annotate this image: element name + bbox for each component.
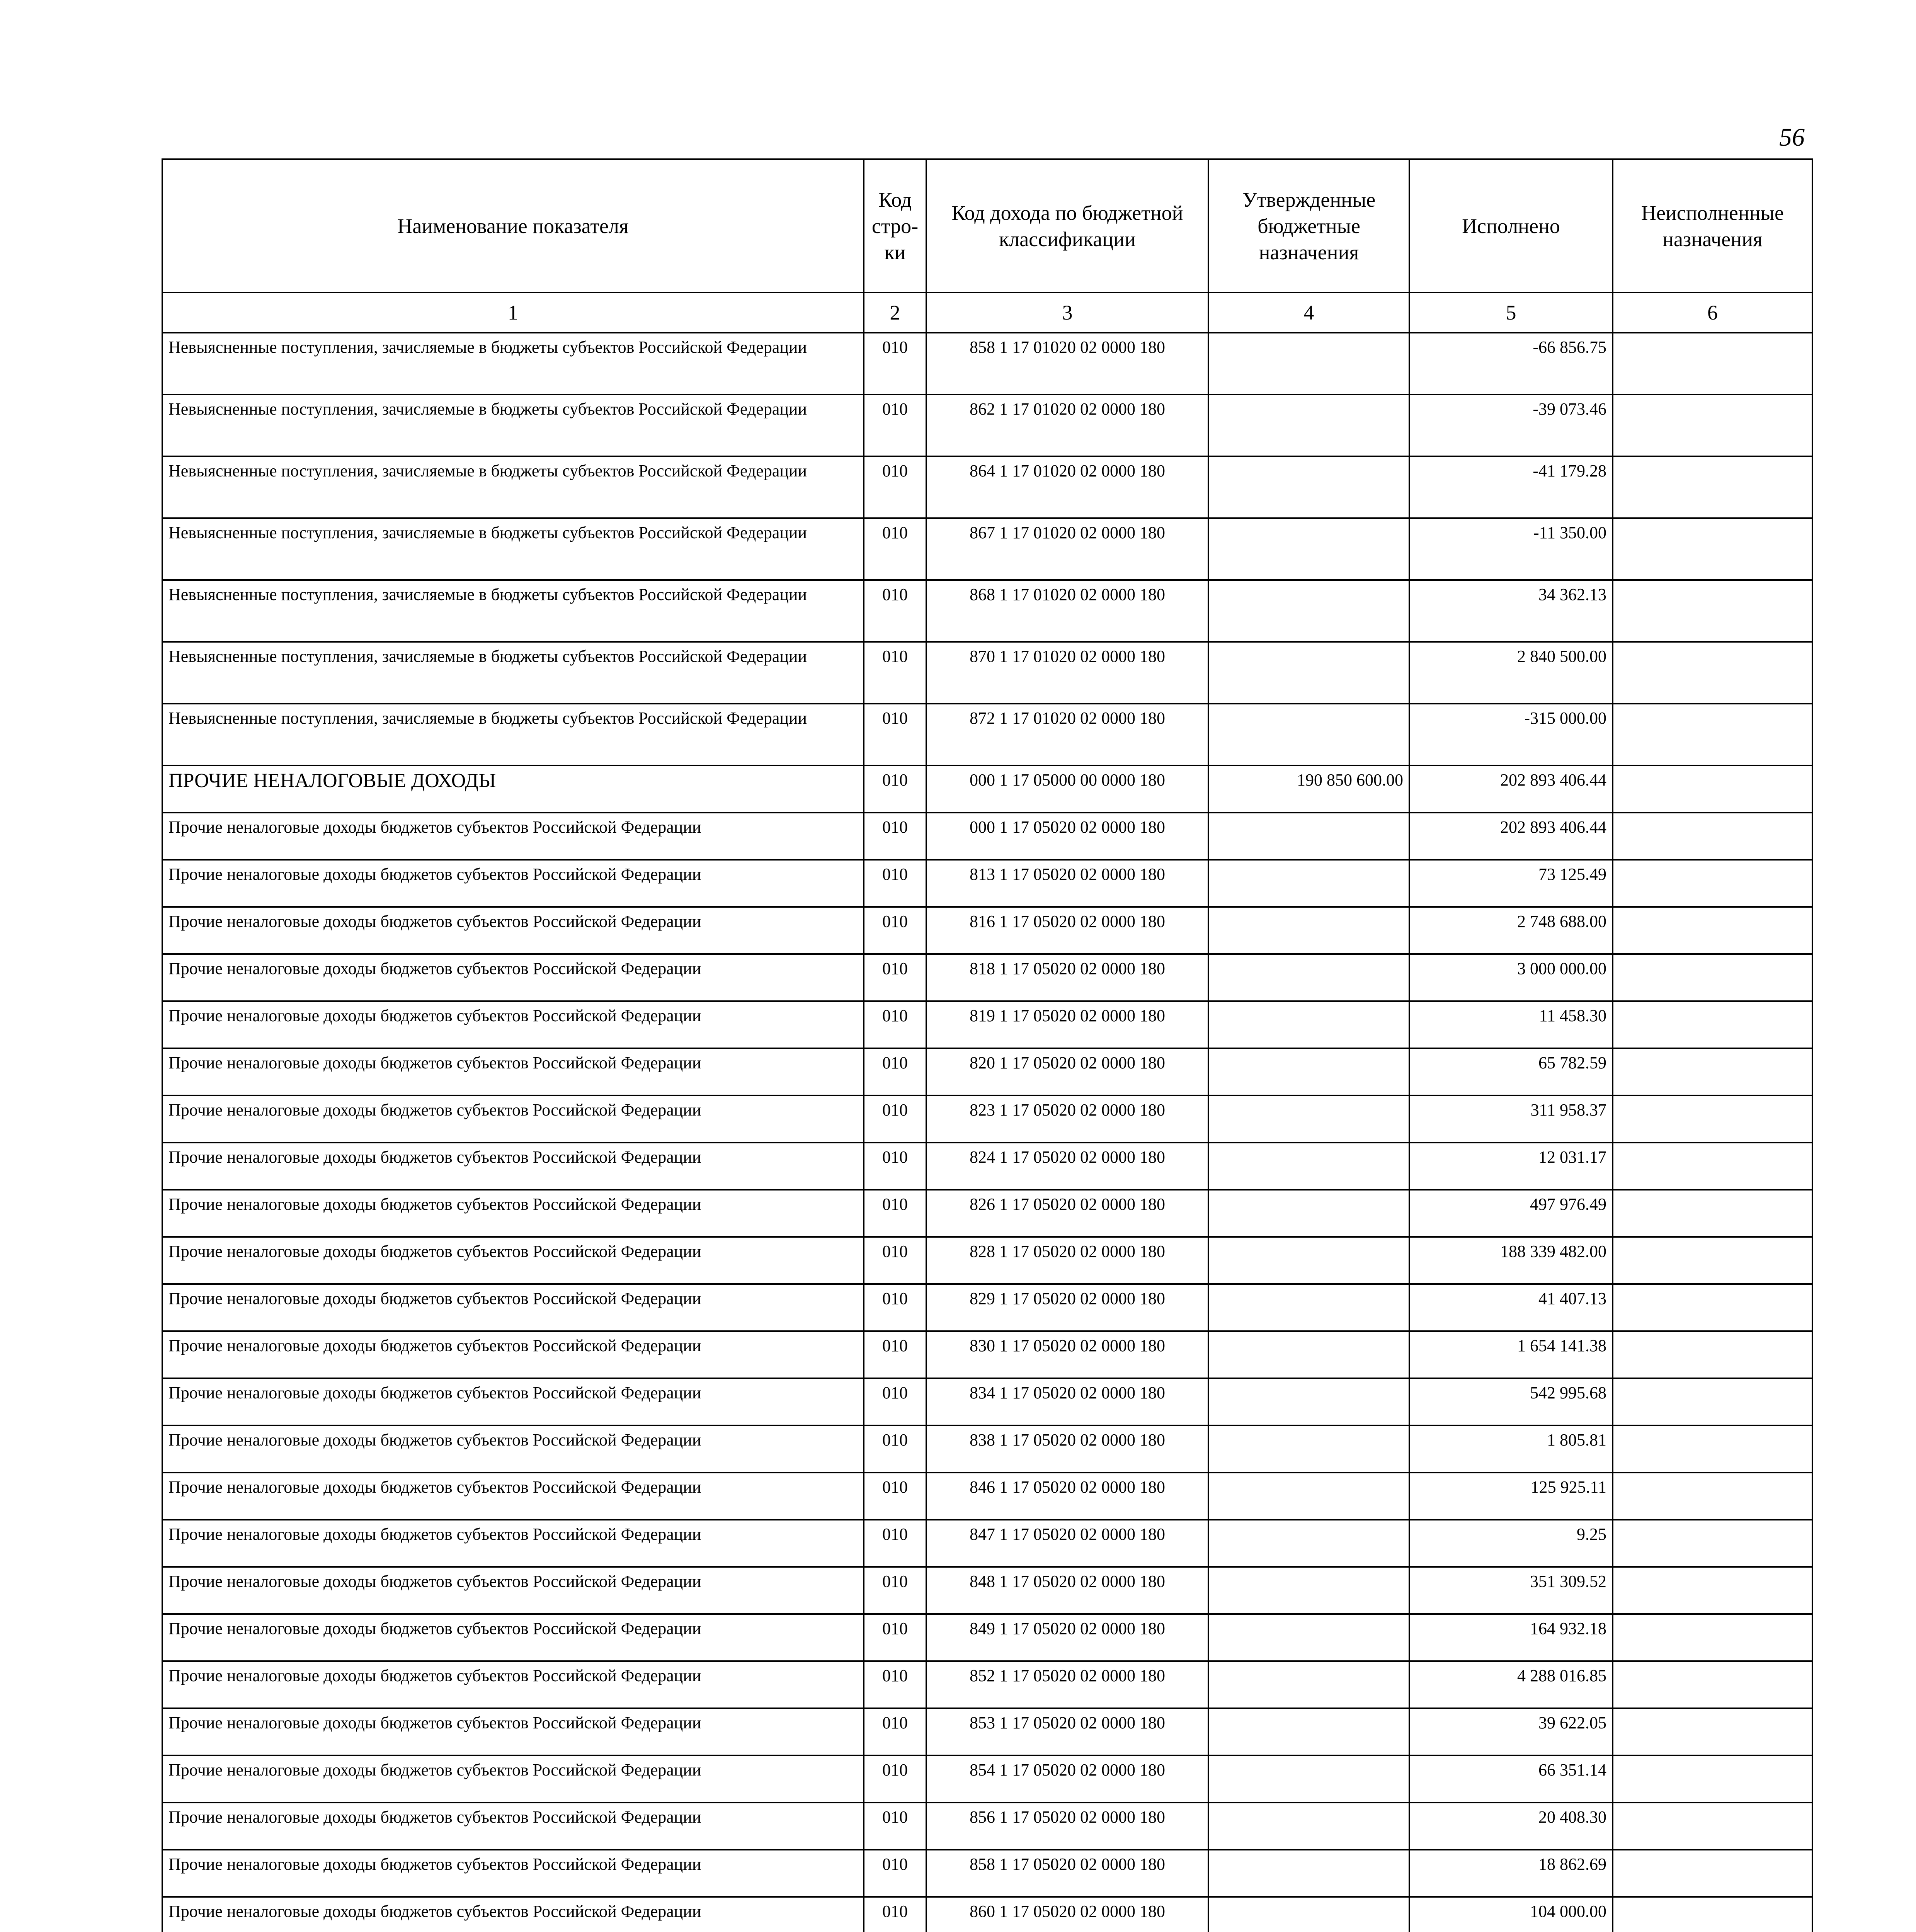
row-name: Прочие неналоговые доходы бюджетов субъектов Российской Федерации xyxy=(162,1048,864,1095)
budget-execution-table xyxy=(162,158,1813,1932)
row-executed: 125 925.11 xyxy=(1409,1473,1613,1520)
table-row xyxy=(162,1755,1812,1803)
row-unexecuted xyxy=(1613,642,1812,704)
table-row xyxy=(162,704,1812,765)
table-row xyxy=(162,456,1812,518)
row-approved xyxy=(1208,860,1409,907)
row-unexecuted xyxy=(1613,1048,1812,1095)
row-name: Прочие неналоговые доходы бюджетов субъектов Российской Федерации xyxy=(162,1425,864,1473)
column-number: 3 xyxy=(926,293,1208,333)
row-line-code: 010 xyxy=(864,1143,926,1190)
row-name: Прочие неналоговые доходы бюджетов субъектов Российской Федерации xyxy=(162,1331,864,1378)
row-income-code: 860 1 17 05020 02 0000 180 xyxy=(926,1897,1208,1932)
row-approved xyxy=(1208,1520,1409,1567)
row-name: Прочие неналоговые доходы бюджетов субъектов Российской Федерации xyxy=(162,1001,864,1048)
row-unexecuted xyxy=(1613,813,1812,860)
row-name: Прочие неналоговые доходы бюджетов субъектов Российской Федерации xyxy=(162,1708,864,1755)
table-row xyxy=(162,1614,1812,1661)
row-approved: 190 850 600.00 xyxy=(1208,765,1409,813)
row-unexecuted xyxy=(1613,333,1812,395)
row-unexecuted xyxy=(1613,1755,1812,1803)
row-income-code: 820 1 17 05020 02 0000 180 xyxy=(926,1048,1208,1095)
row-income-code: 000 1 17 05000 00 0000 180 xyxy=(926,765,1208,813)
row-executed: 18 862.69 xyxy=(1409,1850,1613,1897)
row-unexecuted xyxy=(1613,1473,1812,1520)
row-approved xyxy=(1208,813,1409,860)
page-number: 56 xyxy=(1779,123,1805,151)
row-name: Прочие неналоговые доходы бюджетов субъектов Российской Федерации xyxy=(162,954,864,1001)
table-row xyxy=(162,1425,1812,1473)
row-unexecuted xyxy=(1613,1001,1812,1048)
row-income-code: 834 1 17 05020 02 0000 180 xyxy=(926,1378,1208,1425)
row-unexecuted xyxy=(1613,1661,1812,1708)
row-income-code: 867 1 17 01020 02 0000 180 xyxy=(926,518,1208,580)
row-name: Прочие неналоговые доходы бюджетов субъектов Российской Федерации xyxy=(162,1378,864,1425)
row-executed: 39 622.05 xyxy=(1409,1708,1613,1755)
header-line-code: Код стро-ки xyxy=(864,159,926,293)
row-approved xyxy=(1208,1425,1409,1473)
table-row xyxy=(162,580,1812,642)
row-unexecuted xyxy=(1613,860,1812,907)
row-line-code: 010 xyxy=(864,765,926,813)
row-line-code: 010 xyxy=(864,642,926,704)
table-row xyxy=(162,1897,1812,1932)
table-row xyxy=(162,1237,1812,1284)
row-income-code: 838 1 17 05020 02 0000 180 xyxy=(926,1425,1208,1473)
row-unexecuted xyxy=(1613,1708,1812,1755)
row-line-code: 010 xyxy=(864,395,926,456)
row-income-code: 864 1 17 01020 02 0000 180 xyxy=(926,456,1208,518)
row-line-code: 010 xyxy=(864,813,926,860)
row-name: Прочие неналоговые доходы бюджетов субъектов Российской Федерации xyxy=(162,1614,864,1661)
row-unexecuted xyxy=(1613,765,1812,813)
row-income-code: 856 1 17 05020 02 0000 180 xyxy=(926,1803,1208,1850)
row-line-code: 010 xyxy=(864,860,926,907)
table-row xyxy=(162,1284,1812,1331)
row-approved xyxy=(1208,1614,1409,1661)
row-approved xyxy=(1208,1284,1409,1331)
row-unexecuted xyxy=(1613,1190,1812,1237)
row-unexecuted xyxy=(1613,395,1812,456)
table-row xyxy=(162,395,1812,456)
row-income-code: 848 1 17 05020 02 0000 180 xyxy=(926,1567,1208,1614)
row-unexecuted xyxy=(1613,1378,1812,1425)
row-income-code: 824 1 17 05020 02 0000 180 xyxy=(926,1143,1208,1190)
row-line-code: 010 xyxy=(864,1708,926,1755)
row-line-code: 010 xyxy=(864,580,926,642)
row-line-code: 010 xyxy=(864,1473,926,1520)
row-unexecuted xyxy=(1613,907,1812,954)
row-executed: 164 932.18 xyxy=(1409,1614,1613,1661)
row-approved xyxy=(1208,1897,1409,1932)
row-executed: 542 995.68 xyxy=(1409,1378,1613,1425)
row-approved xyxy=(1208,954,1409,1001)
row-income-code: 868 1 17 01020 02 0000 180 xyxy=(926,580,1208,642)
row-executed: 20 408.30 xyxy=(1409,1803,1613,1850)
row-income-code: 823 1 17 05020 02 0000 180 xyxy=(926,1095,1208,1143)
row-line-code: 010 xyxy=(864,1567,926,1614)
row-line-code: 010 xyxy=(864,333,926,395)
row-income-code: 816 1 17 05020 02 0000 180 xyxy=(926,907,1208,954)
row-approved xyxy=(1208,1190,1409,1237)
row-line-code: 010 xyxy=(864,1001,926,1048)
row-approved xyxy=(1208,1803,1409,1850)
row-line-code: 010 xyxy=(864,1520,926,1567)
row-unexecuted xyxy=(1613,1425,1812,1473)
row-name: Прочие неналоговые доходы бюджетов субъектов Российской Федерации xyxy=(162,1284,864,1331)
row-name: Невыясненные поступления, зачисляемые в бюджеты субъектов Российской Федерации xyxy=(162,704,864,765)
row-name: Прочие неналоговые доходы бюджетов субъектов Российской Федерации xyxy=(162,1473,864,1520)
row-income-code: 828 1 17 05020 02 0000 180 xyxy=(926,1237,1208,1284)
row-executed: -39 073.46 xyxy=(1409,395,1613,456)
row-executed: 12 031.17 xyxy=(1409,1143,1613,1190)
row-executed: 73 125.49 xyxy=(1409,860,1613,907)
row-approved xyxy=(1208,580,1409,642)
table-row xyxy=(162,813,1812,860)
header-name: Наименование показателя xyxy=(162,159,864,293)
header-unexecuted: Неисполненные назначения xyxy=(1613,159,1812,293)
row-name: Прочие неналоговые доходы бюджетов субъектов Российской Федерации xyxy=(162,1095,864,1143)
row-approved xyxy=(1208,1708,1409,1755)
row-name: Прочие неналоговые доходы бюджетов субъектов Российской Федерации xyxy=(162,1755,864,1803)
table-row xyxy=(162,1708,1812,1755)
row-line-code: 010 xyxy=(864,1425,926,1473)
row-approved xyxy=(1208,1048,1409,1095)
row-executed: -41 179.28 xyxy=(1409,456,1613,518)
row-name: Невыясненные поступления, зачисляемые в бюджеты субъектов Российской Федерации xyxy=(162,395,864,456)
row-line-code: 010 xyxy=(864,1048,926,1095)
row-income-code: 830 1 17 05020 02 0000 180 xyxy=(926,1331,1208,1378)
column-number: 6 xyxy=(1613,293,1812,333)
row-income-code: 826 1 17 05020 02 0000 180 xyxy=(926,1190,1208,1237)
table-row xyxy=(162,1190,1812,1237)
row-line-code: 010 xyxy=(864,1331,926,1378)
row-unexecuted xyxy=(1613,1897,1812,1932)
row-income-code: 858 1 17 05020 02 0000 180 xyxy=(926,1850,1208,1897)
row-executed: 9.25 xyxy=(1409,1520,1613,1567)
header-executed: Исполнено xyxy=(1409,159,1613,293)
table-row xyxy=(162,1661,1812,1708)
row-line-code: 010 xyxy=(864,1095,926,1143)
table-body xyxy=(162,333,1812,1932)
row-executed: 311 958.37 xyxy=(1409,1095,1613,1143)
row-line-code: 010 xyxy=(864,1897,926,1932)
row-approved xyxy=(1208,1755,1409,1803)
row-approved xyxy=(1208,1143,1409,1190)
row-income-code: 846 1 17 05020 02 0000 180 xyxy=(926,1473,1208,1520)
row-unexecuted xyxy=(1613,580,1812,642)
row-executed: 66 351.14 xyxy=(1409,1755,1613,1803)
row-approved xyxy=(1208,1237,1409,1284)
row-approved xyxy=(1208,907,1409,954)
table-row xyxy=(162,1143,1812,1190)
row-line-code: 010 xyxy=(864,1237,926,1284)
row-executed: 65 782.59 xyxy=(1409,1048,1613,1095)
row-unexecuted xyxy=(1613,1850,1812,1897)
row-executed: 188 339 482.00 xyxy=(1409,1237,1613,1284)
row-approved xyxy=(1208,518,1409,580)
row-executed: 351 309.52 xyxy=(1409,1567,1613,1614)
row-approved xyxy=(1208,1567,1409,1614)
table-row xyxy=(162,1850,1812,1897)
row-name: Прочие неналоговые доходы бюджетов субъектов Российской Федерации xyxy=(162,1567,864,1614)
row-executed: 1 805.81 xyxy=(1409,1425,1613,1473)
row-unexecuted xyxy=(1613,1143,1812,1190)
row-line-code: 010 xyxy=(864,1661,926,1708)
row-executed: 11 458.30 xyxy=(1409,1001,1613,1048)
row-unexecuted xyxy=(1613,456,1812,518)
column-number-row xyxy=(162,293,1812,333)
row-executed: 104 000.00 xyxy=(1409,1897,1613,1932)
row-name: Прочие неналоговые доходы бюджетов субъектов Российской Федерации xyxy=(162,1237,864,1284)
row-unexecuted xyxy=(1613,704,1812,765)
header-income-code: Код дохода по бюджетной классификации xyxy=(926,159,1208,293)
row-name: Невыясненные поступления, зачисляемые в бюджеты субъектов Российской Федерации xyxy=(162,518,864,580)
row-approved xyxy=(1208,1661,1409,1708)
row-unexecuted xyxy=(1613,1284,1812,1331)
row-executed: 202 893 406.44 xyxy=(1409,813,1613,860)
row-line-code: 010 xyxy=(864,1803,926,1850)
row-income-code: 847 1 17 05020 02 0000 180 xyxy=(926,1520,1208,1567)
row-unexecuted xyxy=(1613,1237,1812,1284)
row-line-code: 010 xyxy=(864,518,926,580)
row-name: Невыясненные поступления, зачисляемые в бюджеты субъектов Российской Федерации xyxy=(162,642,864,704)
row-line-code: 010 xyxy=(864,704,926,765)
row-unexecuted xyxy=(1613,1803,1812,1850)
table-row xyxy=(162,1378,1812,1425)
row-income-code: 813 1 17 05020 02 0000 180 xyxy=(926,860,1208,907)
row-name: Прочие неналоговые доходы бюджетов субъектов Российской Федерации xyxy=(162,1143,864,1190)
row-executed: -315 000.00 xyxy=(1409,704,1613,765)
row-unexecuted xyxy=(1613,518,1812,580)
row-approved xyxy=(1208,1850,1409,1897)
table-header-row xyxy=(162,159,1812,293)
row-line-code: 010 xyxy=(864,907,926,954)
table-row xyxy=(162,1473,1812,1520)
row-approved xyxy=(1208,704,1409,765)
row-income-code: 854 1 17 05020 02 0000 180 xyxy=(926,1755,1208,1803)
row-line-code: 010 xyxy=(864,1850,926,1897)
row-income-code: 858 1 17 01020 02 0000 180 xyxy=(926,333,1208,395)
row-line-code: 010 xyxy=(864,954,926,1001)
row-income-code: 829 1 17 05020 02 0000 180 xyxy=(926,1284,1208,1331)
row-line-code: 010 xyxy=(864,1378,926,1425)
row-name: Прочие неналоговые доходы бюджетов субъектов Российской Федерации xyxy=(162,907,864,954)
row-name: Невыясненные поступления, зачисляемые в бюджеты субъектов Российской Федерации xyxy=(162,333,864,395)
row-unexecuted xyxy=(1613,1095,1812,1143)
row-unexecuted xyxy=(1613,1614,1812,1661)
table-row xyxy=(162,954,1812,1001)
row-executed: 2 840 500.00 xyxy=(1409,642,1613,704)
row-approved xyxy=(1208,1473,1409,1520)
row-executed: -66 856.75 xyxy=(1409,333,1613,395)
table-row xyxy=(162,1331,1812,1378)
row-name: Невыясненные поступления, зачисляемые в бюджеты субъектов Российской Федерации xyxy=(162,456,864,518)
row-name: ПРОЧИЕ НЕНАЛОГОВЫЕ ДОХОДЫ xyxy=(162,765,864,813)
table-row xyxy=(162,1095,1812,1143)
row-approved xyxy=(1208,333,1409,395)
table-row xyxy=(162,907,1812,954)
row-name: Прочие неналоговые доходы бюджетов субъектов Российской Федерации xyxy=(162,1850,864,1897)
row-name: Прочие неналоговые доходы бюджетов субъектов Российской Федерации xyxy=(162,860,864,907)
table-row xyxy=(162,642,1812,704)
row-income-code: 852 1 17 05020 02 0000 180 xyxy=(926,1661,1208,1708)
row-income-code: 000 1 17 05020 02 0000 180 xyxy=(926,813,1208,860)
row-line-code: 010 xyxy=(864,456,926,518)
row-executed: 2 748 688.00 xyxy=(1409,907,1613,954)
row-name: Прочие неналоговые доходы бюджетов субъектов Российской Федерации xyxy=(162,1661,864,1708)
header-approved: Утвержденные бюджетные назначения xyxy=(1208,159,1409,293)
row-name: Прочие неналоговые доходы бюджетов субъектов Российской Федерации xyxy=(162,1897,864,1932)
table-row xyxy=(162,1567,1812,1614)
row-income-code: 862 1 17 01020 02 0000 180 xyxy=(926,395,1208,456)
row-executed: 202 893 406.44 xyxy=(1409,765,1613,813)
row-unexecuted xyxy=(1613,1520,1812,1567)
row-executed: -11 350.00 xyxy=(1409,518,1613,580)
row-line-code: 010 xyxy=(864,1190,926,1237)
row-name: Прочие неналоговые доходы бюджетов субъектов Российской Федерации xyxy=(162,1190,864,1237)
row-approved xyxy=(1208,1095,1409,1143)
row-approved xyxy=(1208,456,1409,518)
table-row xyxy=(162,518,1812,580)
row-line-code: 010 xyxy=(864,1755,926,1803)
row-unexecuted xyxy=(1613,1331,1812,1378)
row-income-code: 870 1 17 01020 02 0000 180 xyxy=(926,642,1208,704)
row-unexecuted xyxy=(1613,954,1812,1001)
row-approved xyxy=(1208,642,1409,704)
column-number: 4 xyxy=(1208,293,1409,333)
row-approved xyxy=(1208,1001,1409,1048)
table-row xyxy=(162,860,1812,907)
row-executed: 41 407.13 xyxy=(1409,1284,1613,1331)
row-executed: 497 976.49 xyxy=(1409,1190,1613,1237)
row-name: Прочие неналоговые доходы бюджетов субъектов Российской Федерации xyxy=(162,1803,864,1850)
row-executed: 3 000 000.00 xyxy=(1409,954,1613,1001)
row-name: Невыясненные поступления, зачисляемые в бюджеты субъектов Российской Федерации xyxy=(162,580,864,642)
row-approved xyxy=(1208,1331,1409,1378)
row-name: Прочие неналоговые доходы бюджетов субъектов Российской Федерации xyxy=(162,813,864,860)
row-unexecuted xyxy=(1613,1567,1812,1614)
row-income-code: 853 1 17 05020 02 0000 180 xyxy=(926,1708,1208,1755)
row-approved xyxy=(1208,1378,1409,1425)
row-income-code: 819 1 17 05020 02 0000 180 xyxy=(926,1001,1208,1048)
row-approved xyxy=(1208,395,1409,456)
table-row xyxy=(162,1803,1812,1850)
table-row xyxy=(162,333,1812,395)
row-executed: 4 288 016.85 xyxy=(1409,1661,1613,1708)
table-row xyxy=(162,1048,1812,1095)
table-row xyxy=(162,765,1812,813)
row-executed: 34 362.13 xyxy=(1409,580,1613,642)
row-income-code: 849 1 17 05020 02 0000 180 xyxy=(926,1614,1208,1661)
column-number: 1 xyxy=(162,293,864,333)
row-income-code: 872 1 17 01020 02 0000 180 xyxy=(926,704,1208,765)
row-line-code: 010 xyxy=(864,1614,926,1661)
row-income-code: 818 1 17 05020 02 0000 180 xyxy=(926,954,1208,1001)
table-row xyxy=(162,1001,1812,1048)
row-executed: 1 654 141.38 xyxy=(1409,1331,1613,1378)
column-number: 2 xyxy=(864,293,926,333)
row-line-code: 010 xyxy=(864,1284,926,1331)
row-name: Прочие неналоговые доходы бюджетов субъектов Российской Федерации xyxy=(162,1520,864,1567)
table-row xyxy=(162,1520,1812,1567)
column-number: 5 xyxy=(1409,293,1613,333)
